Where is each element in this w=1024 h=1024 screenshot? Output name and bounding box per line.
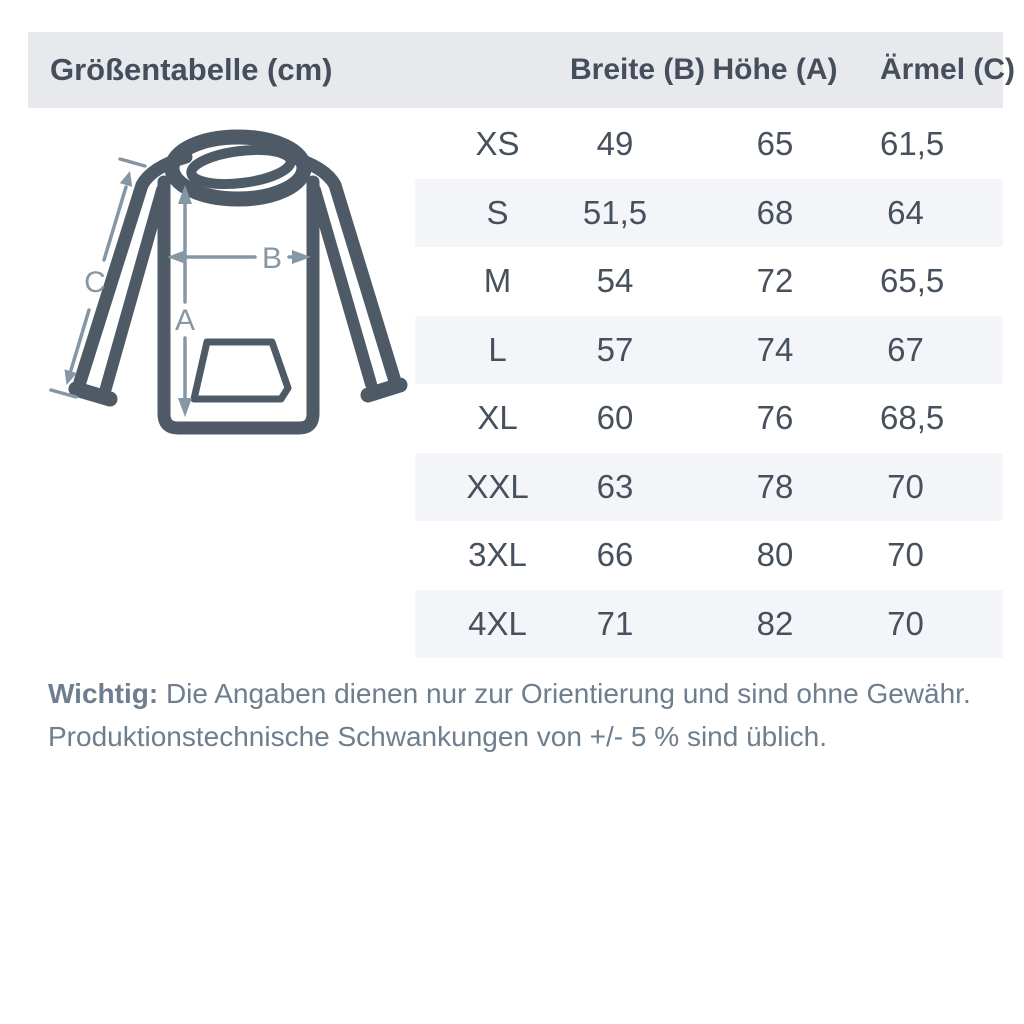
size-table [415, 110, 1003, 658]
size-label: XXL [466, 467, 529, 505]
breite-value: 49 [596, 125, 634, 163]
hoodie-measurement-diagram [45, 126, 417, 448]
aermel-value: 64 [887, 193, 924, 231]
size-label: S [486, 193, 509, 231]
aermel-value: 70 [887, 604, 924, 642]
aermel-value: 70 [887, 536, 924, 574]
width-arrow-b [167, 250, 311, 264]
aermel-value: 67 [887, 330, 924, 368]
hoehe-value: 65 [756, 125, 794, 163]
table-row [415, 453, 1003, 522]
left-cuff [76, 389, 110, 399]
breite-value: 66 [596, 536, 634, 574]
size-label: M [483, 262, 512, 300]
aermel-value: 61,5 [880, 125, 945, 163]
disclaimer-line-2: Produktionstechnische Schwankungen von +/- 5 % sind üblich. [48, 721, 828, 752]
height-arrow-a [178, 185, 192, 417]
breite-value: 60 [596, 399, 634, 437]
disclaimer-line-1 [48, 672, 978, 715]
hoehe-value: 72 [756, 262, 794, 300]
breite-value: 63 [596, 467, 634, 505]
aermel-value: 68,5 [880, 399, 945, 437]
page-title: Größentabelle (cm) [50, 52, 333, 87]
column-header-breite: Breite (B) [570, 53, 706, 86]
label-c: C [84, 266, 106, 299]
label-a: A [174, 304, 196, 337]
aermel-value: 70 [887, 467, 924, 505]
size-label: XS [475, 125, 520, 163]
hoehe-value: 68 [756, 193, 794, 231]
size-label: XL [477, 399, 518, 437]
column-header-aermel: Ärmel (C) [880, 53, 1016, 86]
breite-value: 51,5 [582, 193, 648, 231]
right-cuff [368, 385, 400, 395]
hoehe-value: 82 [756, 604, 794, 642]
table-header-band [28, 32, 1016, 108]
disclaimer-line-1-text: Die Angaben dienen nur zur Orientierung und sind ohne Gewähr. [158, 678, 971, 709]
table-row [415, 521, 1003, 590]
table-row [415, 590, 1003, 659]
aermel-value: 65,5 [880, 262, 945, 300]
table-row [415, 316, 1003, 385]
breite-value: 57 [596, 330, 634, 368]
hoehe-value: 78 [756, 467, 794, 505]
hoehe-value: 74 [756, 330, 794, 368]
hoehe-value: 80 [756, 536, 794, 574]
size-label: L [488, 330, 507, 368]
size-label: 3XL [468, 536, 527, 574]
breite-value: 71 [596, 604, 634, 642]
disclaimer-note [48, 672, 978, 758]
hoehe-value: 76 [756, 399, 794, 437]
disclaimer-bold-label: Wichtig: [48, 678, 159, 709]
table-row [415, 247, 1003, 316]
breite-value: 54 [596, 262, 634, 300]
size-label: 4XL [468, 604, 527, 642]
table-row [415, 110, 1003, 179]
column-header-hoehe: Höhe (A) [712, 53, 838, 86]
column-headers [570, 53, 1016, 87]
table-row [415, 179, 1003, 248]
table-row [415, 384, 1003, 453]
hood-opening [189, 145, 292, 189]
label-b: B [261, 242, 283, 275]
pocket [194, 342, 288, 399]
